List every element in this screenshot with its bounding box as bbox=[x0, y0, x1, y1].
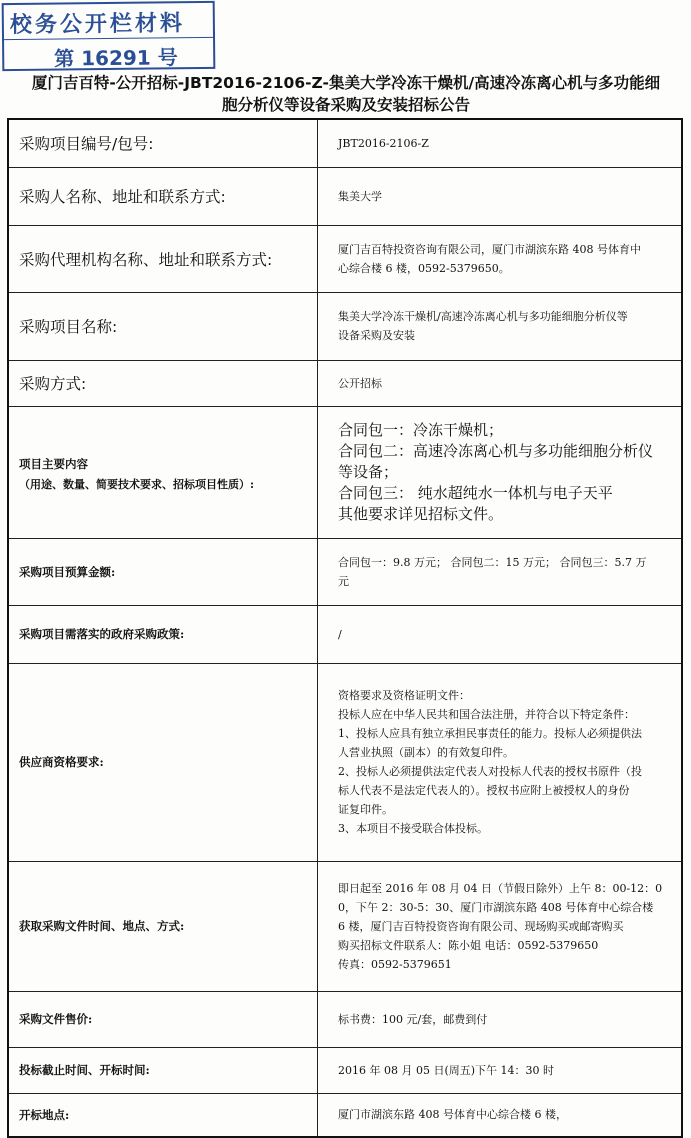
value-line: 集美大学冷冻干燥机/高速冷冻离心机与多功能细胞分析仪等 bbox=[338, 310, 628, 323]
row-label: 采购人名称、地址和联系方式: bbox=[8, 167, 318, 225]
announcement-table bbox=[7, 118, 683, 1138]
row-value: 集美大学 bbox=[318, 167, 683, 225]
value-line: 厦门吉百特投资咨询有限公司，厦门市湖滨东路 408 号体育中 bbox=[338, 242, 641, 256]
value-line: 人营业执照（副本）的有效复印件。 bbox=[338, 746, 514, 759]
row-label-sub: （用途、数量、简要技术要求、招标项目性质）: bbox=[19, 477, 255, 491]
row-label: 采购项目需落实的政府采购政策: bbox=[8, 605, 318, 663]
value-line: 合同包三： 纯水超纯水一体机与电子天平 bbox=[338, 483, 613, 502]
row-label: 采购项目编号/包号: bbox=[8, 119, 318, 167]
value-line: 元 bbox=[338, 574, 349, 588]
table-row bbox=[8, 663, 682, 861]
value-line: 等设备； bbox=[338, 462, 399, 481]
table-row bbox=[8, 119, 682, 167]
row-value bbox=[318, 663, 683, 861]
title-line-2: 胞分析仪等设备采购及安装招标公告 bbox=[221, 96, 470, 114]
row-label bbox=[8, 406, 318, 538]
row-value bbox=[318, 538, 683, 605]
value-line: 证复印件。 bbox=[338, 803, 393, 816]
row-label: 开标地点: bbox=[8, 1093, 318, 1137]
archive-stamp bbox=[2, 1, 216, 71]
value-line: 合同包一：冷冻干燥机； bbox=[338, 420, 504, 439]
table-row bbox=[8, 991, 682, 1047]
row-value: 公开招标 bbox=[318, 360, 683, 406]
table-row bbox=[8, 538, 682, 605]
row-value: 厦门市湖滨东路 408 号体育中心综合楼 6 楼， bbox=[318, 1093, 683, 1137]
row-label: 采购文件售价: bbox=[8, 991, 318, 1047]
value-line: 合同包二：高速冷冻离心机与多功能细胞分析仪 bbox=[338, 441, 654, 460]
row-label-main: 项目主要内容 bbox=[19, 456, 88, 471]
value-line: 传真：0592-5379651 bbox=[338, 957, 452, 971]
row-value bbox=[318, 225, 683, 292]
value-line: 0，下午 2：30-5：30、厦门市湖滨东路 408 号体育中心综合楼 bbox=[338, 900, 654, 914]
table-row bbox=[8, 861, 682, 991]
row-value: 2016 年 08 月 05 日(周五)下午 14：30 时 bbox=[318, 1047, 683, 1093]
table-row bbox=[8, 225, 682, 292]
table-row bbox=[8, 1093, 682, 1137]
row-value bbox=[318, 861, 683, 991]
value-line: 2、投标人必须提供法定代表人对投标人代表的授权书原件（投 bbox=[338, 765, 642, 778]
table-row bbox=[8, 1047, 682, 1093]
value-line: 投标人应在中华人民共和国合法注册，并符合以下特定条件： bbox=[338, 708, 635, 721]
document-title bbox=[14, 72, 678, 116]
value-line: 3、本项目不接受联合体投标。 bbox=[338, 822, 488, 835]
value-line: 其他要求详见招标文件。 bbox=[338, 504, 504, 523]
value-line: 购买招标文件联系人：陈小姐 电话：0592-5379650 bbox=[338, 938, 599, 952]
table-row bbox=[8, 292, 682, 360]
value-line: 6 楼，厦门吉百特投资咨询有限公司、现场购买或邮寄购买 bbox=[338, 919, 624, 933]
value-line: 合同包一：9.8 万元； 合同包二：15 万元； 合同包三：5.7 万 bbox=[338, 555, 647, 569]
value-line: 设备采购及安装 bbox=[338, 329, 415, 342]
row-label: 投标截止时间、开标时间: bbox=[8, 1047, 318, 1093]
value-line: 资格要求及资格证明文件： bbox=[338, 689, 470, 702]
row-label: 采购项目名称: bbox=[8, 292, 318, 360]
title-line-1: 厦门吉百特-公开招标-JBT2016-2106-Z-集美大学冷冻干燥机/高速冷冻离心机与多功能细 bbox=[31, 74, 661, 92]
row-value bbox=[318, 292, 683, 360]
value-line: 1、投标人应具有独立承担民事责任的能力。投标人必须提供法 bbox=[338, 727, 642, 740]
row-label: 获取采购文件时间、地点、方式: bbox=[8, 861, 318, 991]
row-label: 采购方式: bbox=[8, 360, 318, 406]
value-line: 心综合楼 6 楼，0592-5379650。 bbox=[338, 261, 510, 275]
table-row bbox=[8, 406, 682, 538]
row-value bbox=[318, 406, 683, 538]
row-value: / bbox=[318, 605, 683, 663]
stamp-number: 第 16291 号 bbox=[54, 45, 178, 71]
row-label: 采购代理机构名称、地址和联系方式: bbox=[8, 225, 318, 292]
row-label: 采购项目预算金额: bbox=[8, 538, 318, 605]
table-row bbox=[8, 167, 682, 225]
stamp-title: 校务公开栏材料 bbox=[9, 11, 186, 39]
row-value: 标书费：100 元/套，邮费到付 bbox=[318, 991, 683, 1047]
table-row bbox=[8, 605, 682, 663]
row-value: JBT2016-2106-Z bbox=[318, 119, 683, 167]
value-line: 标人代表不是法定代表人的）。授权书应附上被授权人的身份 bbox=[338, 784, 630, 797]
table-row bbox=[8, 360, 682, 406]
value-line: 即日起至 2016 年 08 月 04 日（节假日除外）上午 8：00-12：0 bbox=[338, 881, 663, 895]
row-label: 供应商资格要求: bbox=[8, 663, 318, 861]
